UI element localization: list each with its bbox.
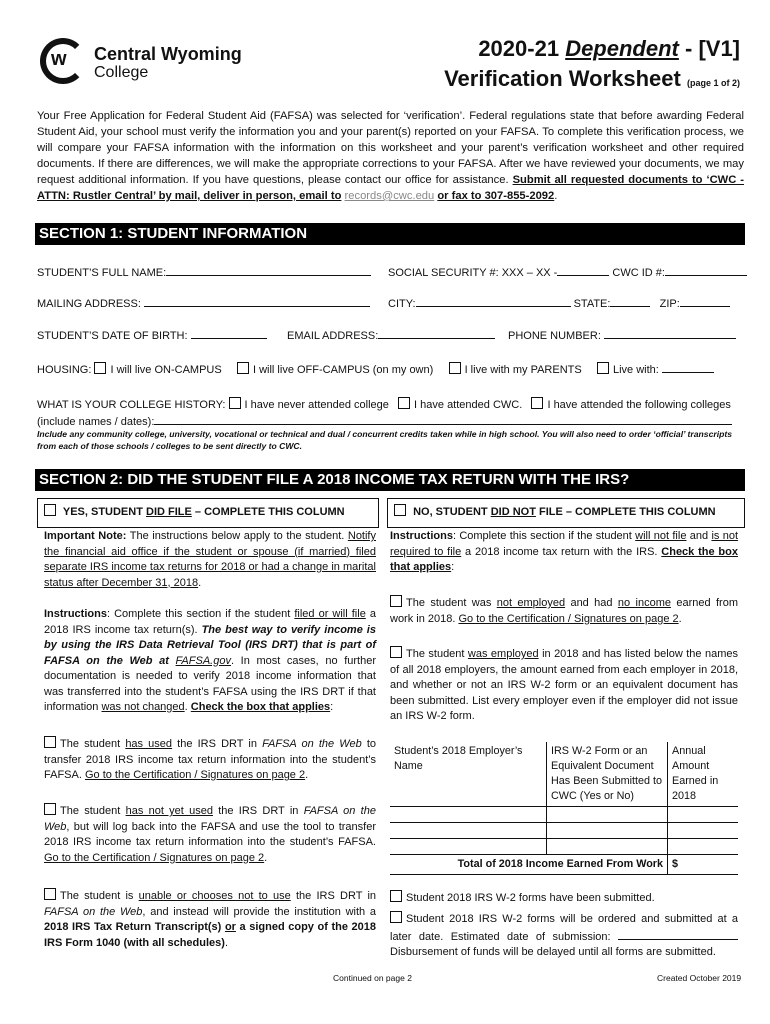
ssn-field[interactable]: [557, 264, 609, 276]
history-never-checkbox[interactable]: [229, 397, 241, 409]
table-header-amount: Annual Amount Earned in 2018: [668, 742, 739, 807]
full-name-field[interactable]: [166, 264, 371, 276]
yes-option-unable-drt: The student is unable or chooses not to use the IRS DRT in FAFSA on the Web, and instead will provide the institution with a 2018 IRS Tax Return Transcript(s) or a signed copy of the 2018 IRS Form 1040 (with all schedules).: [44, 890, 377, 949]
r1-u2: no income: [617, 597, 671, 609]
history-label: WHAT IS YOUR COLLEGE HISTORY:: [37, 399, 226, 411]
important-note-label: Important Note:: [44, 530, 127, 542]
state-label: STATE:: [573, 298, 611, 310]
opt3-bold1: 2018 IRS Tax Return Transcript(s): [44, 921, 222, 933]
full-name-row: [37, 264, 371, 279]
logo-mark: w: [51, 48, 67, 70]
table-row: [390, 839, 738, 855]
r1-link[interactable]: Go to the Certification / Signatures on page 2: [458, 612, 679, 625]
opt2-a: The student: [60, 805, 126, 817]
footer-continued: Continued on page 2: [333, 973, 412, 983]
section1-header: SECTION 1: STUDENT INFORMATION: [35, 223, 745, 245]
yes-instructions-italic: The best way to verify income is by using the IRS Data Retrieval Tool (IRS DRT) that is part of FAFSA on the Web at: [44, 623, 376, 667]
opt3-b: the IRS DRT in: [290, 890, 377, 902]
no-option-not-employed: The student was not employed and had no income earned from work in 2018. Go to the Certification / Signatures on page 2.: [390, 597, 738, 625]
opt1-link[interactable]: Go to the Certification / Signatures on page 2: [84, 769, 306, 781]
full-name-label: STUDENT’S FULL NAME:: [37, 267, 167, 279]
opt2-it: FAFSA on the Web: [44, 805, 376, 833]
r2-u: was employed: [467, 648, 539, 660]
table-total-row: [390, 855, 738, 875]
colleges-field[interactable]: [154, 413, 732, 425]
history-other-checkbox[interactable]: [531, 397, 543, 409]
r1-b: and had: [565, 597, 618, 609]
zip-field[interactable]: [680, 295, 730, 307]
housing-off-campus-label: I will live OFF-CAMPUS (on my own): [252, 364, 434, 376]
housing-on-campus-label: I will live ON-CAMPUS: [110, 364, 222, 376]
opt2-u: has not yet used: [125, 805, 213, 817]
ssn-row: [388, 264, 747, 279]
opt3-bold2: a signed copy of the 2018 IRS Form 1040 (with all schedules): [44, 921, 377, 949]
opt1-it: FAFSA on the Web: [262, 738, 362, 750]
r1-u1: not employed: [496, 597, 566, 609]
footer-created: Created October 2019: [657, 973, 742, 983]
title-line2: Verification Worksheet: [444, 66, 681, 91]
yes-filed-checkbox[interactable]: [44, 504, 56, 516]
history-never-label: I have never attended college: [244, 399, 389, 411]
phone-field[interactable]: [604, 327, 736, 339]
employer-cell[interactable]: [390, 839, 547, 855]
intro-text: Your Free Application for Federal Student Aid (FAFSA) was selected for ‘verification’. Federal regulations state that before awarding Federal Student Aid, your school must verify the information you and your parent(s) reported on your FAFSA. To complete this verification process, we will compare your FAFSA information with the information on this worksheet and your parent’s verification worksheet and other required documents. If there are differences, we will make the appropriate corrections to your FAFSA. After we have reviewed your documents, we may request additional information. If you have questions, please contact our office for assistance.: [37, 110, 744, 186]
housing-parents-label: I live with my PARENTS: [464, 364, 582, 376]
email-link[interactable]: records@cwc.edu: [344, 190, 435, 202]
yes-column-header: [37, 498, 379, 528]
yes-instructions-u2: was not changed: [101, 701, 185, 713]
yes-label-c: – COMPLETE THIS COLUMN: [194, 506, 345, 518]
table-row: [390, 807, 738, 823]
housing-parents-checkbox[interactable]: [449, 362, 461, 374]
mailing-row: [37, 295, 370, 310]
email-label: EMAIL ADDRESS:: [287, 330, 379, 342]
no-label-b: DID NOT: [490, 506, 536, 518]
opt2-c: , but will log back into the FAFSA and use the tool to transfer 2018 IRS income tax return information into the student’s FAFSA.: [44, 820, 376, 848]
w2-cell[interactable]: [547, 823, 668, 839]
phone-row: [508, 327, 736, 342]
no-instructions-u1: will not file: [635, 530, 687, 542]
email-field[interactable]: [378, 327, 495, 339]
opt3-c: , and instead will provide the institution with a: [142, 905, 377, 918]
submit-instructions: Submit all requested documents to ‘CWC - ATTN: Rustler Central’ by mail, deliver in person, email to: [37, 174, 745, 202]
no-column-header: [387, 498, 745, 528]
yes-instructions: Instructions: Complete this section if the student filed or will file a 2018 IRS income tax return(s). The best way to verify income is by using the IRS Data Retrieval Tool (IRS DRT) that is part of FAFSA on the Web at FAFSA.gov. In most cases, no further documentation is needed to verify 2018 income information that was transferred into the student’s FAFSA using the IRS DRT if that information was not changed. Check the box that applies:: [44, 608, 377, 713]
used-drt-checkbox[interactable]: [44, 736, 56, 748]
history-note: Include any community college, university, vocational or technical and dual / concurrent credits taken while in high school. You will also need to order ‘official’ transcripts from each of those schools / colleges to be sent directly to CWC.: [37, 429, 732, 451]
yes-option-used-drt: The student has used the IRS DRT in FAFSA on the Web to transfer 2018 IRS income tax return information into the student’s FAFSA. Go to the Certification / Signatures on page 2.: [44, 738, 377, 781]
r1-a: The student was: [406, 597, 497, 609]
phone-label: PHONE NUMBER:: [508, 330, 601, 342]
logo-name-line1: Central Wyoming: [94, 44, 242, 64]
opt2-link[interactable]: Go to the Certification / Signatures on page 2: [44, 851, 265, 864]
w2-submitted-checkbox[interactable]: [390, 890, 402, 902]
include-row: [37, 413, 732, 428]
table-header-w2: IRS W-2 Form or an Equivalent Document Has Been Submitted to CWC (Yes or No): [547, 742, 668, 807]
w2-submitted-option: [390, 890, 738, 907]
no-instructions-b: and: [686, 530, 712, 542]
title-type: Dependent: [565, 36, 679, 61]
yes-instructions-label: Instructions: [44, 608, 107, 620]
important-note: Important Note: The instructions below apply to the student. Notify the financial aid office if the student or spouse (if married) filed separate IRS income tax returns for 2018 or had a change in marital status after December 31, 2018.: [44, 530, 376, 589]
employer-cell[interactable]: [390, 807, 547, 823]
housing-on-campus-checkbox[interactable]: [94, 362, 106, 374]
yes-instructions-b: a 2018 IRS income tax return(s).: [44, 608, 377, 636]
housing-live-with-checkbox[interactable]: [597, 362, 609, 374]
opt1-b: the IRS DRT in: [172, 738, 263, 750]
table-header-employer: Student’s 2018 Employer’s Name: [390, 742, 547, 807]
table-row: [390, 823, 738, 839]
intro-period: .: [554, 190, 558, 202]
yes-instructions-check: Check the box that applies: [190, 701, 331, 713]
housing-live-with-label: Live with:: [613, 364, 659, 376]
w2-ordered-option: [390, 911, 738, 961]
intro-paragraph: [37, 108, 744, 204]
no-option-employed: [390, 646, 738, 725]
cwc-id-label: CWC ID #:: [612, 267, 665, 279]
housing-live-with-field[interactable]: [662, 361, 714, 373]
page-label: (page 1 of 2): [686, 78, 740, 88]
opt3-it: FAFSA on the Web: [44, 905, 143, 918]
no-instructions-label: Instructions: [390, 530, 453, 542]
important-note-underlined: Notify the financial aid office if the student or spouse (if married) filed separate IRS income tax returns for 2018 or had a change in marital status after December 31, 2018: [44, 530, 376, 589]
yes-instructions-c: . In most cases, no further documentation is needed to verify 2018 income information that was transferred into the student’s FAFSA using the IRS DRT if that information: [44, 654, 376, 713]
dob-label: STUDENT’S DATE OF BIRTH:: [37, 330, 188, 342]
important-note-text: The instructions below apply to the student.: [126, 530, 348, 542]
employer-cell[interactable]: [390, 823, 547, 839]
opt2-b: the IRS DRT in: [212, 805, 304, 817]
housing-label: HOUSING:: [37, 364, 92, 376]
opt1-a: The student: [60, 738, 126, 750]
mailing-label: MAILING ADDRESS:: [37, 298, 141, 310]
yes-instructions-d: .: [184, 701, 191, 713]
college-logo: [40, 38, 260, 94]
dob-row: [37, 327, 267, 342]
w2-cell[interactable]: [547, 839, 668, 855]
unable-drt-checkbox[interactable]: [44, 888, 56, 900]
opt3-a: The student is: [60, 890, 139, 902]
no-instructions: Instructions: Complete this section if the student will not file and is not required to file a 2018 income tax return with the IRS. Check the box that applies:: [390, 530, 739, 573]
table-total-dollar[interactable]: $: [668, 855, 739, 875]
yes-option-not-yet-drt: The student has not yet used the IRS DRT in FAFSA on the Web, but will log back into the FAFSA and use the tool to transfer 2018 IRS income tax return information into the student’s FAFSA. Go to the Certification / Signatures on page 2.: [44, 805, 376, 864]
opt3-or: or: [224, 921, 236, 933]
w2-note: Disbursement of funds will be delayed until all forms are submitted.: [390, 946, 716, 958]
r2-a: The student: [406, 648, 468, 660]
title-version: - [V1]: [685, 36, 740, 61]
history-cwc-checkbox[interactable]: [398, 397, 410, 409]
city-row: [388, 295, 730, 310]
include-label: (include names / dates):: [37, 416, 155, 428]
no-instructions-u2: is not required to file: [390, 530, 739, 558]
title-year: 2020-21: [478, 36, 560, 61]
mailing-field[interactable]: [144, 295, 370, 307]
section2-header: SECTION 2: DID THE STUDENT FILE A 2018 INCOME TAX RETURN WITH THE IRS?: [35, 469, 745, 491]
housing-row: [37, 361, 714, 376]
opt1-c: to transfer 2018 IRS income tax return information into the student’s FAFSA.: [44, 738, 377, 781]
w2-ordered-label: Student 2018 IRS W-2 forms will be ordered and submitted at a later date. Estimated date of submission:: [390, 913, 738, 943]
history-other-label: I have attended the following colleges: [547, 399, 731, 411]
zip-label: ZIP:: [659, 298, 680, 310]
state-field[interactable]: [610, 295, 650, 307]
history-cwc-label: I have attended CWC.: [414, 399, 523, 411]
email-row: [287, 327, 495, 342]
submit-fax: or fax to 307-855-2092: [437, 190, 555, 202]
no-instructions-c: a 2018 income tax return with the IRS.: [461, 545, 662, 558]
fafsa-link[interactable]: FAFSA.gov: [175, 654, 231, 667]
w2-cell[interactable]: [547, 807, 668, 823]
yes-instructions-u: filed or will file: [294, 608, 366, 620]
cwc-id-field[interactable]: [665, 264, 747, 276]
history-row: [37, 397, 731, 411]
r1-c: earned from work in 2018.: [390, 597, 738, 625]
employer-table: [390, 742, 738, 875]
yes-instructions-a: : Complete this section if the student: [106, 608, 295, 620]
amount-cell[interactable]: [668, 823, 739, 839]
logo-name-line2: College: [94, 64, 149, 81]
not-employed-checkbox[interactable]: [390, 595, 402, 607]
dob-field[interactable]: [191, 327, 267, 339]
no-filed-checkbox[interactable]: [394, 504, 406, 516]
housing-off-campus-checkbox[interactable]: [237, 362, 249, 374]
w2-submitted-label: Student 2018 IRS W-2 forms have been submitted.: [406, 892, 655, 904]
no-label-c: FILE – COMPLETE THIS COLUMN: [538, 506, 716, 518]
amount-cell[interactable]: [668, 807, 739, 823]
not-yet-drt-checkbox[interactable]: [44, 803, 56, 815]
table-total-label: Total of 2018 Income Earned From Work: [390, 855, 668, 875]
w2-ordered-checkbox[interactable]: [390, 911, 402, 923]
city-field[interactable]: [416, 295, 571, 307]
page-subtitle: [444, 66, 740, 92]
submission-date-field[interactable]: [618, 928, 738, 940]
no-instructions-check: Check the box that applies: [390, 545, 738, 573]
no-instructions-a: : Complete this section if the student: [452, 530, 636, 542]
page-title: [478, 36, 740, 62]
ssn-label: SOCIAL SECURITY #: XXX – XX -: [388, 267, 558, 279]
yes-label-b: DID FILE: [146, 506, 192, 518]
opt1-u: has used: [125, 738, 173, 750]
yes-label-a: YES, STUDENT: [62, 506, 143, 518]
no-label-a: NO, STUDENT: [413, 506, 488, 518]
employer-table-header: [390, 742, 738, 807]
opt3-u: unable or chooses not to use: [138, 890, 291, 902]
r2-b: in 2018 and has listed below the names of all 2018 employers, the amount earned from each employer in 2018, and whether or not an IRS W-2 form or an equivalent document has been submitted. List every employer even if the employer did not issue an IRS W-2 form.: [390, 648, 738, 722]
employed-checkbox[interactable]: [390, 646, 402, 658]
city-label: CITY:: [388, 298, 416, 310]
amount-cell[interactable]: [668, 839, 739, 855]
